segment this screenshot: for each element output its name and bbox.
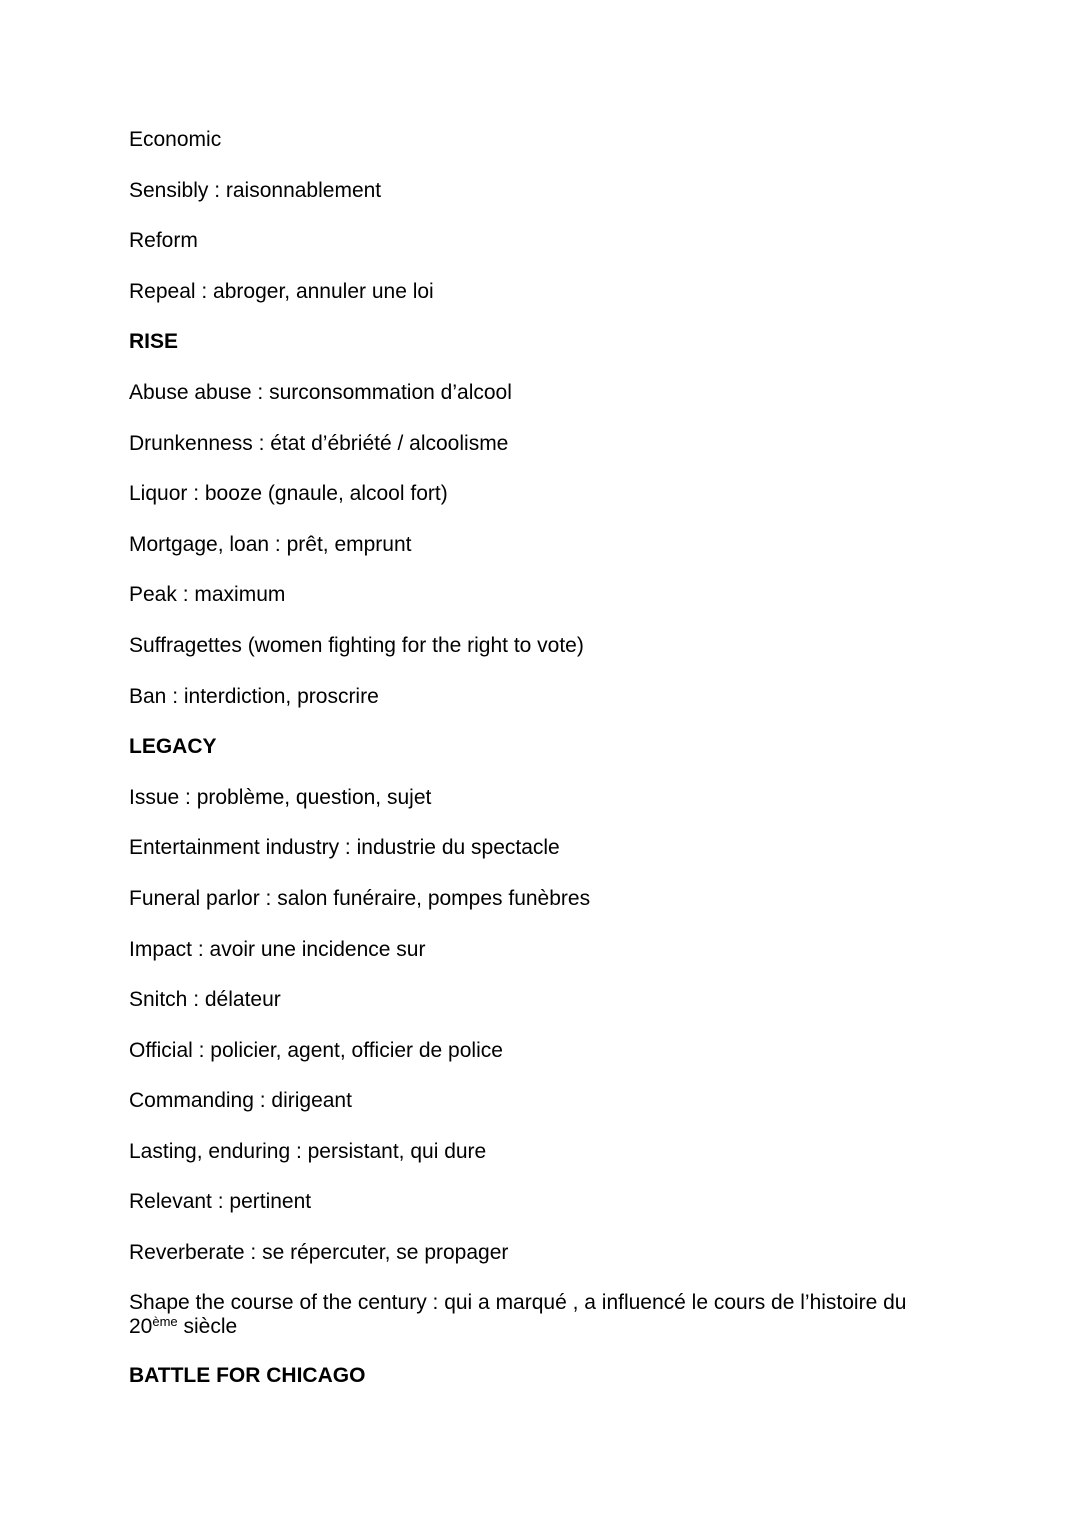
vocab-line-commanding: Commanding : dirigeant <box>129 1089 352 1113</box>
section-heading-rise: RISE <box>129 330 179 354</box>
vocab-line-sensibly: Sensibly : raisonnablement <box>129 178 382 202</box>
vocab-line-funeral: Funeral parlor : salon funéraire, pompes funèbres <box>129 886 591 910</box>
vocab-line-entertainment: Entertainment industry : industrie du spectacle <box>129 836 560 860</box>
section-heading-battle-for-chicago: BATTLE FOR CHICAGO <box>129 1364 366 1388</box>
vocab-line-official: Official : policier, agent, officier de police <box>129 1038 503 1062</box>
vocab-line-lasting: Lasting, enduring : persistant, qui dure <box>129 1139 487 1163</box>
vocab-line-shape-the-course <box>129 1291 949 1339</box>
shape-line-end: siècle <box>177 1314 238 1338</box>
vocab-line-reform: Reform <box>129 229 198 253</box>
vocab-line-economic: Economic <box>129 128 222 151</box>
document-page <box>129 127 949 1414</box>
vocab-line-abuse: Abuse abuse : surconsommation d’alcool <box>129 380 512 404</box>
vocab-line-issue: Issue : problème, question, sujet <box>129 785 432 809</box>
vocab-line-drunkenness: Drunkenness : état d’ébriété / alcoolisme <box>129 431 509 455</box>
vocab-line-peak: Peak : maximum <box>129 583 286 607</box>
vocab-line-reverberate: Reverberate : se répercuter, se propager <box>129 1241 509 1265</box>
vocab-line-suffragettes: Suffragettes (women fighting for the right to vote) <box>129 633 584 657</box>
section-heading-legacy: LEGACY <box>129 735 217 759</box>
vocab-line-repeal: Repeal : abroger, annuler une loi <box>129 279 434 303</box>
vocab-line-relevant: Relevant : pertinent <box>129 1190 312 1214</box>
shape-line-superscript: ème <box>152 1313 178 1329</box>
vocab-line-impact: Impact : avoir une incidence sur <box>129 937 426 961</box>
shape-line-main: Shape the course of the century : qui a marqué , a influencé le cours de l’histoire du 20 <box>129 1290 907 1338</box>
vocab-line-snitch: Snitch : délateur <box>129 988 281 1012</box>
vocab-line-liquor: Liquor : booze (gnaule, alcool fort) <box>129 482 448 506</box>
vocab-line-ban: Ban : interdiction, proscrire <box>129 684 379 708</box>
vocab-line-mortgage: Mortgage, loan : prêt, emprunt <box>129 532 412 556</box>
